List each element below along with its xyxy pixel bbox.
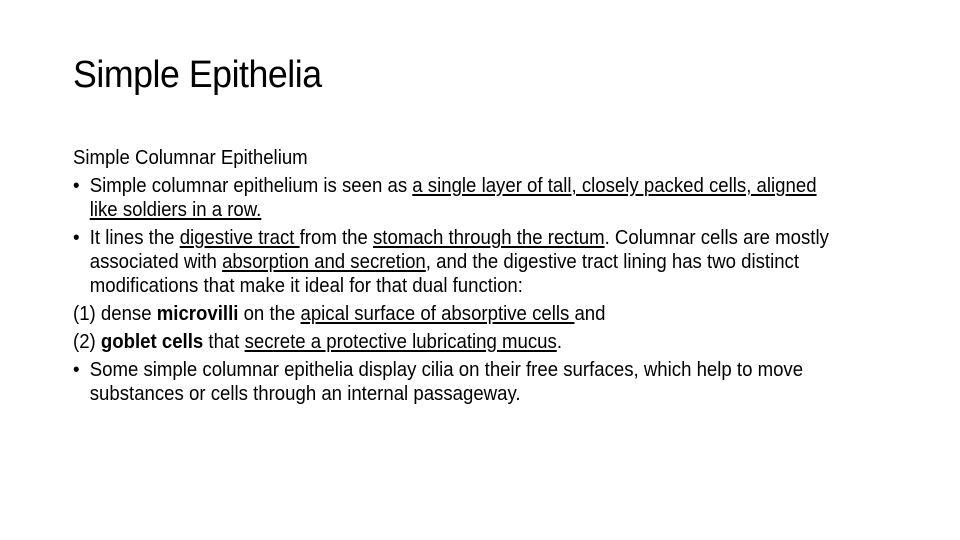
item-2-text-c: . xyxy=(556,331,562,353)
bullet-dot-icon: • xyxy=(73,227,80,249)
bullet-2-underlined-c: absorption and secretion xyxy=(222,251,426,273)
item-2-bold: goblet cells xyxy=(100,331,204,353)
bullet-item-2 xyxy=(73,226,845,298)
bullet-1-underlined: a single layer of tall, closely packed cells, aligned like soldiers in a row. xyxy=(89,175,817,221)
bullet-2-underlined-b: stomach through the rectum xyxy=(373,227,605,249)
item-1-text-c: and xyxy=(574,303,606,325)
bullet-2-underlined-a: digestive tract xyxy=(179,227,300,249)
item-2-underlined: secrete a protective lubricating mucus xyxy=(244,331,557,353)
item-2-text-a: (2) xyxy=(73,331,101,353)
bullet-item-1 xyxy=(73,174,845,222)
item-1-bold: microvilli xyxy=(156,303,239,325)
bullet-2-text-d: , and the digestive tract lining has two distinct modifications that make it ideal for that dual function: xyxy=(89,251,800,297)
bullet-1-text: Simple columnar epithelium is seen as xyxy=(89,175,413,197)
item-2-text-b: that xyxy=(203,331,245,353)
slide-body xyxy=(73,146,845,406)
bullet-2-text-c: . Columnar cells are mostly associated with xyxy=(89,227,829,273)
bullet-dot-icon: • xyxy=(73,359,80,381)
bullet-2-text-b: from the xyxy=(299,227,374,249)
item-1-text-b: on the xyxy=(238,303,301,325)
section-heading: Simple Columnar Epithelium xyxy=(73,147,308,169)
item-1-underlined: apical surface of absorptive cells xyxy=(300,303,575,325)
bullet-dot-icon: • xyxy=(73,175,80,197)
bullet-item-3 xyxy=(73,358,845,406)
bullet-2-text-a: It lines the xyxy=(89,227,180,249)
numbered-item-1 xyxy=(73,302,845,326)
numbered-item-2 xyxy=(73,330,845,354)
bullet-3-text: Some simple columnar epithelia display cilia on their free surfaces, which help to move substances or cells through an internal passageway. xyxy=(89,359,804,405)
slide-title: Simple Epithelia xyxy=(73,54,322,96)
item-1-text-a: (1) dense xyxy=(73,303,157,325)
